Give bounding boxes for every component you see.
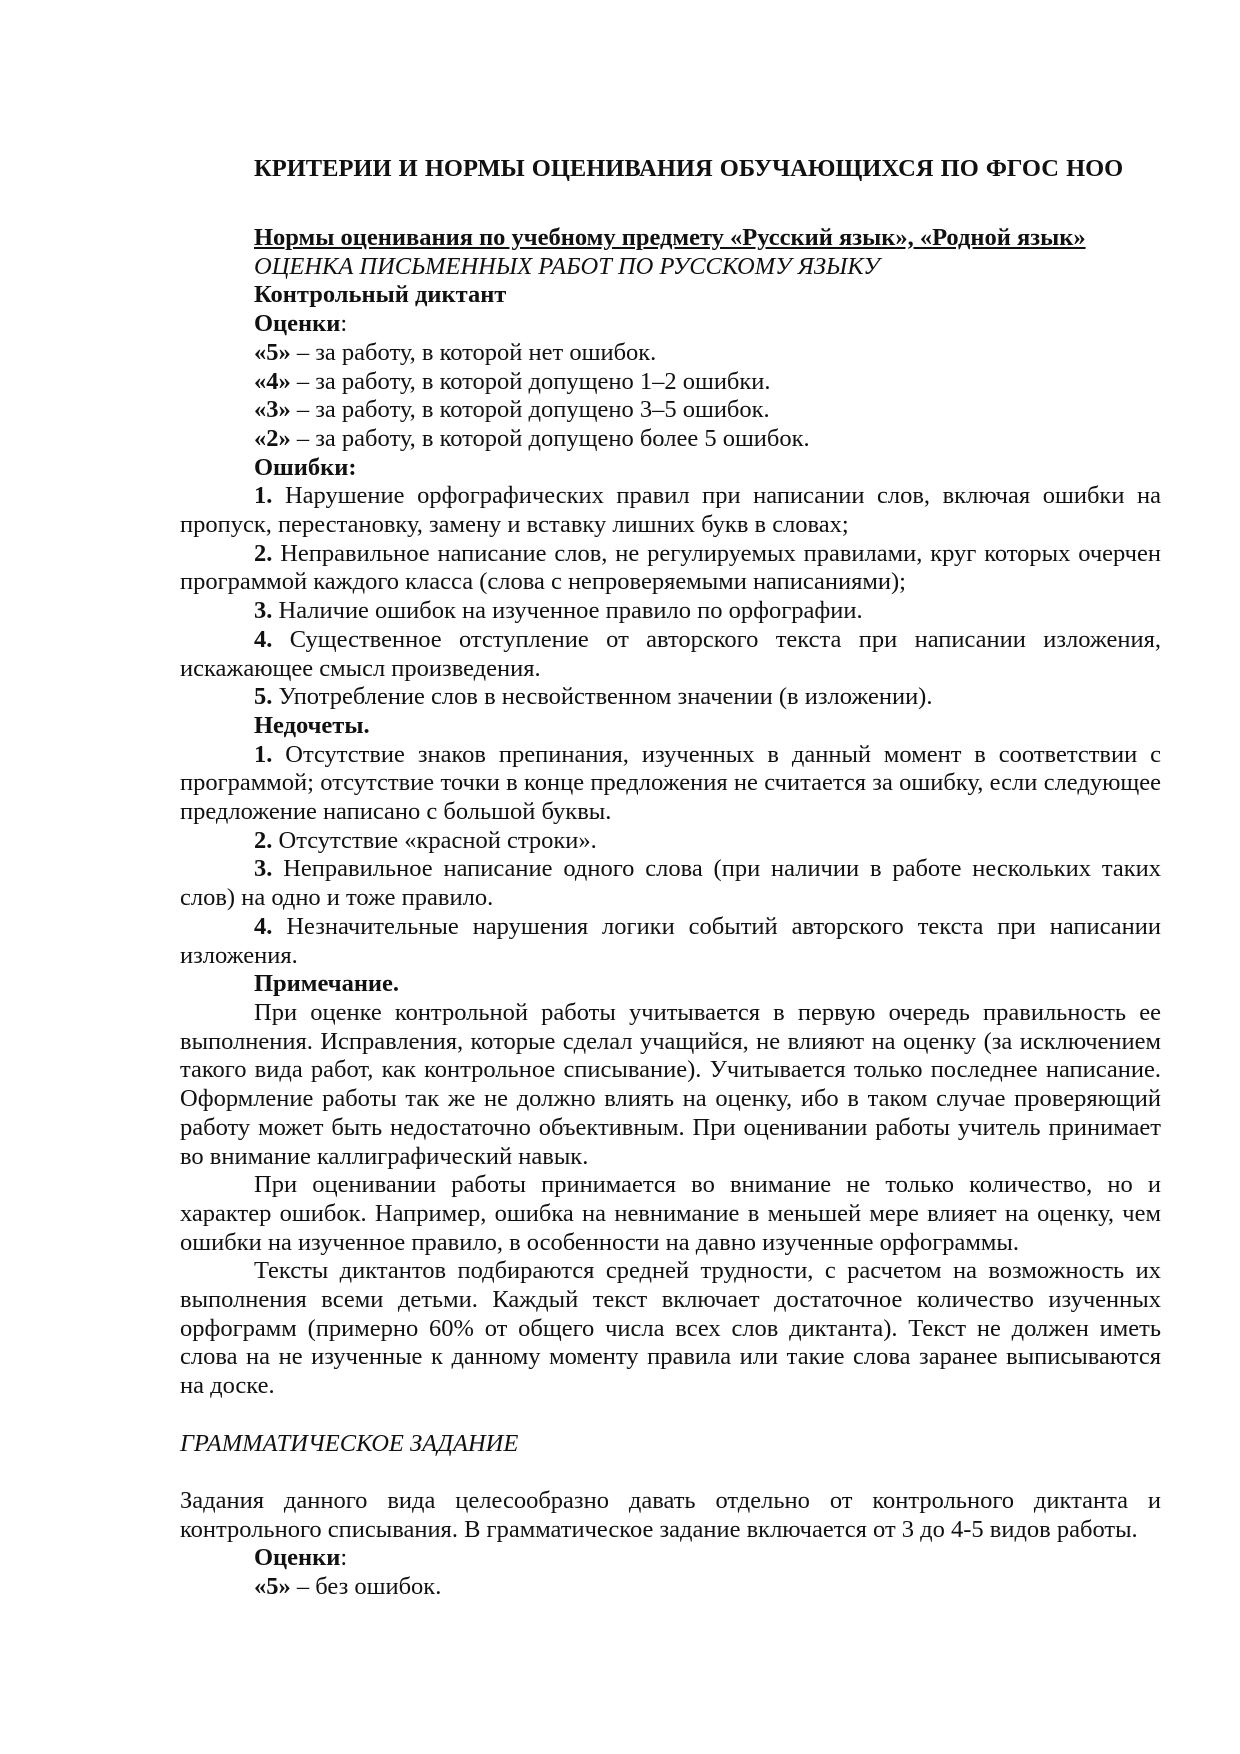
grade-item: [180, 1573, 1161, 1602]
flaw-item-text: Отсутствие знаков препинания, изученных в данный момент в соответствии с программой; отсутствие точки в конце предложения не считается за ошибку, если следующее предложение написано с большой буквы.: [180, 740, 1161, 826]
grammar-grades-list: [180, 1573, 1161, 1602]
error-item: [180, 683, 1161, 712]
error-item-text: Употребление слов в несвойственном значении (в изложении).: [272, 683, 933, 711]
error-item-number: 5.: [254, 683, 273, 711]
error-item-text: Нарушение орфографических правил при написании слов, включая ошибки на пропуск, перестановку, замену и вставку лишних букв в словах;: [180, 482, 1161, 539]
errors-label: Ошибки:: [254, 453, 357, 481]
flaw-item-text: Неправильное написание одного слова (при наличии в работе нескольких таких слов) на одно и тоже правило.: [180, 855, 1161, 912]
flaws-list: [180, 741, 1161, 971]
flaw-item: [180, 741, 1161, 827]
grade-item-number: «5»: [254, 1573, 291, 1601]
error-item: [180, 540, 1161, 597]
subtitle: Нормы оценивания по учебному предмету «Русский язык», «Родной язык»: [254, 224, 1086, 251]
flaw-item: [180, 913, 1161, 970]
grades-label: Оценки: [254, 310, 341, 338]
grades-colon: :: [340, 310, 348, 338]
flaw-item: [180, 855, 1161, 912]
flaws-label: Недочеты.: [254, 711, 370, 739]
note-paragraph: При оценке контрольной работы учитывается в первую очередь правильность ее выполнения. Исправления, которые сделал учащийся, не влияют на оценку (за исключением такого вида работ, как контрольное списывание). Учитывается только последнее написание. Оформление работы так же не должно влиять на оценку, ибо в таком случае проверяющий работу может быть недостаточно объективным. При оценивании работы учитель принимает во внимание каллиграфический навык.: [180, 998, 1161, 1170]
note-paragraph: При оценивании работы принимается во внимание не только количество, но и характер ошибок. Например, ошибка на невнимание в меньшей мере влияет на оценку, чем ошибки на изученное правило, в особенности на давно изученные орфограммы.: [180, 1171, 1161, 1256]
flaw-item-text: Незначительные нарушения логики событий авторского текста при написании изложения.: [180, 912, 1161, 969]
grade-item-text: – за работу, в которой нет ошибок.: [290, 338, 657, 366]
grade-item-number: «3»: [254, 396, 291, 424]
section-heading-written-works: ОЦЕНКА ПИСЬМЕННЫХ РАБОТ ПО РУССКОМУ ЯЗЫКУ: [254, 252, 880, 280]
note-paragraph: Тексты диктантов подбираются средней трудности, с расчетом на возможность их выполнения всеми детьми. Каждый текст включает достаточное количество изученных орфограмм (примерно 60% от общего числа всех слов диктанта). Текст не должен иметь слова на не изученные к данному моменту правила или такие слова заранее выписываются на доске.: [180, 1257, 1161, 1400]
grade-item-number: «4»: [254, 367, 291, 395]
errors-list: [180, 482, 1161, 712]
grammar-grades-label: Оценки: [254, 1544, 341, 1572]
grade-item-text: – за работу, в которой допущено 3–5 ошибок.: [290, 396, 770, 424]
flaw-item-number: 2.: [254, 826, 273, 854]
grade-item: [180, 339, 1161, 368]
error-item-number: 4.: [254, 625, 273, 653]
flaw-item-number: 1.: [254, 740, 273, 768]
flaw-item-number: 3.: [254, 855, 273, 883]
grammar-intro: Задания данного вида целесообразно давать отдельно от контрольного диктанта и контрольного списывания. В грамматическое задание включается от 3 до 4-5 видов работы.: [180, 1486, 1161, 1543]
grade-item-number: «5»: [254, 338, 291, 366]
grammar-heading: ГРАММАТИЧЕСКОЕ ЗАДАНИЕ: [180, 1429, 519, 1457]
error-item-text: Наличие ошибок на изученное правило по орфографии.: [272, 597, 863, 625]
grades-colon: :: [340, 1544, 348, 1572]
error-item: [180, 597, 1161, 626]
error-item-number: 2.: [254, 539, 273, 567]
error-item: [180, 626, 1161, 683]
flaw-item-number: 4.: [254, 912, 273, 940]
grade-item: [180, 425, 1161, 454]
document-title: КРИТЕРИИ И НОРМЫ ОЦЕНИВАНИЯ ОБУЧАЮЩИХСЯ ПО ФГОС НОО: [254, 155, 1124, 182]
error-item-text: Существенное отступление от авторского текста при написании изложения, искажающее смысл произведения.: [180, 625, 1161, 682]
document-body: [180, 224, 1161, 1602]
dictation-heading: Контрольный диктант: [254, 281, 507, 309]
error-item: [180, 482, 1161, 539]
grade-item-text: – без ошибок.: [290, 1573, 442, 1601]
grade-item: [180, 368, 1161, 397]
grade-item-text: – за работу, в которой допущено более 5 ошибок.: [290, 424, 810, 452]
error-item-number: 3.: [254, 597, 273, 625]
note-label: Примечание.: [254, 970, 400, 998]
flaw-item-text: Отсутствие «красной строки».: [272, 826, 597, 854]
grade-item: [180, 396, 1161, 425]
error-item-text: Неправильное написание слов, не регулируемых правилами, круг которых очерчен программой каждого класса (слова с непроверяемыми написаниями);: [180, 539, 1161, 596]
grade-item-text: – за работу, в которой допущено 1–2 ошибки.: [290, 367, 771, 395]
grade-item-number: «2»: [254, 424, 291, 452]
flaw-item: [180, 827, 1161, 856]
error-item-number: 1.: [254, 482, 273, 510]
dictation-grades-list: [180, 339, 1161, 454]
